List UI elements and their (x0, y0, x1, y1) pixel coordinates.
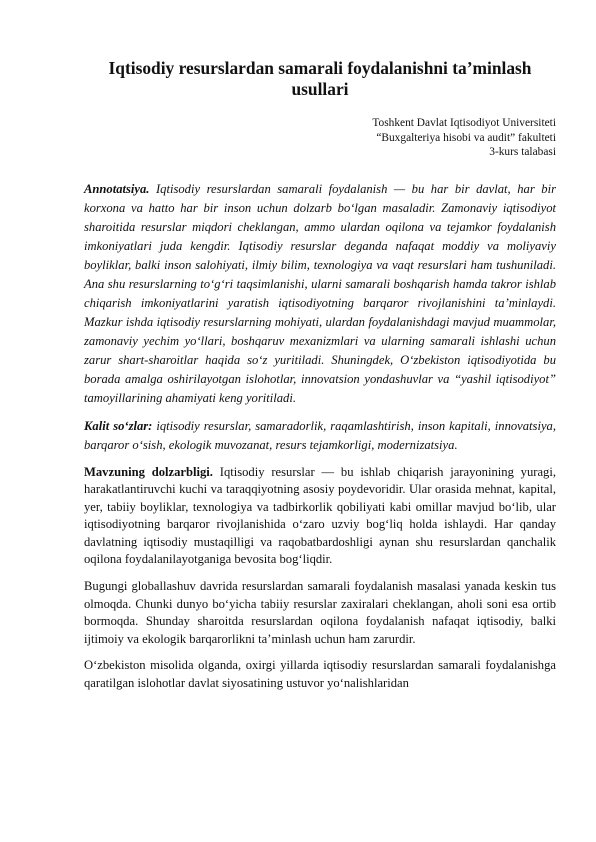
keywords-text: iqtisodiy resurslar, samaradorlik, raqamlashtirish, inson kapitali, innovatsiya, barqaror o‘sish, ekologik muvozanat, resurs tejamkorligi, modernizatsiya. (84, 418, 556, 452)
body-paragraph (84, 578, 556, 648)
abstract-text: Iqtisodiy resurslardan samarali foydalanish — bu har bir davlat, har bir korxona va hatto har bir inson uchun dolzarb bo‘lgan masaladir. Zamonaviy iqtisodiyot sharoitida resurslar miqdori cheklangan, ammo ulardan oqilona va tejamkor foydalanish imkoniyatlari juda kengdir. Iqtisodiy resurslar deganda nafaqat moddiy va moliyaviy boyliklar, balki inson salohiyati, ilmiy bilim, texnologiya va vaqt resurslari ham tushuniladi. Ana shu resurslarning to‘g‘ri taqsimlanishi, ularni samarali boshqarish hamda takror ishlab chiqarish imkoniyatlarini yaratish iqtisodiyotning barqaror rivojlanishini ta’minlaydi. Mazkur ishda iqtisodiy resurslarning mohiyati, ulardan foydalanishdagi mavjud muammolar, zamonaviy yechim yo‘llari, boshqaruv mexanizmlari va ularning samarali ishlashi uchun zarur shart-sharoitlar haqida so‘z yuritiladi. Shuningdek, O‘zbekiston iqtisodiyotida bu borada amalga oshirilayotgan islohotlar, innovatsion yondashuvlar va “yashil iqtisodiyot” tamoyillarining ahamiyati keng yoritiladi. (84, 181, 556, 405)
course-line: 3-kurs talabasi (489, 146, 556, 158)
body-paragraph (84, 464, 556, 570)
page-title: Iqtisodiy resurslardan samarali foydalanishni ta’minlash usullari (108, 58, 532, 99)
keywords (84, 417, 556, 455)
paragraph-text: O‘zbekiston misolida olganda, oxirgi yillarda iqtisodiy resurslardan samarali foydalanishga qaratilgan islohotlar davlat siyosatining ustuvor yo‘nalishlaridan (84, 658, 556, 691)
abstract (84, 180, 556, 408)
author-affiliation (84, 116, 556, 160)
abstract-label: Annotatsiya. (84, 181, 150, 196)
university-line: Toshkent Davlat Iqtisodiyot Universiteti (372, 117, 556, 129)
paragraph-text: Iqtisodiy resurslar — bu ishlab chiqarish jarayonining yuragi, harakatlantiruvchi kuchi va taraqqiyotning asosiy poydevoridir. Ular orasida mehnat, kapital, yer, tabiiy boyliklar, texnologiya va tadbirkorlik qobiliyati kabi omillar mavjud bo‘lib, ular iqtisodiyotning barqaror rivojlanishida o‘zaro uzviy bog‘liq holda ishlaydi. Har qanday davlatning iqtisodiy mustaqilligi va raqobatbardoshligi aynan shu resurslardan qanchalik oqilona foydalanilayotganiga bevosita bog‘liqdir. (84, 464, 556, 567)
section-heading: Mavzuning dolzarbligi. (84, 464, 213, 479)
faculty-line: “Buxgalteriya hisobi va audit” fakulteti (376, 131, 556, 144)
paragraph-text: Bugungi globallashuv davrida resurslardan samarali foydalanish masalasi yanada keskin tus olmoqda. Chunki dunyo bo‘yicha tabiiy resurslar zaxiralari cheklangan, aholi soni esa ortib bormoqda. Shunday sharoitda resurslardan oqilona foydalanish nafaqat iqtisodiy, balki ijtimoiy va ekologik barqarorlikni ta’minlash uchun ham zarurdir. (84, 579, 556, 646)
body-paragraph (84, 657, 556, 692)
keywords-label: Kalit so‘zlar: (84, 418, 153, 433)
